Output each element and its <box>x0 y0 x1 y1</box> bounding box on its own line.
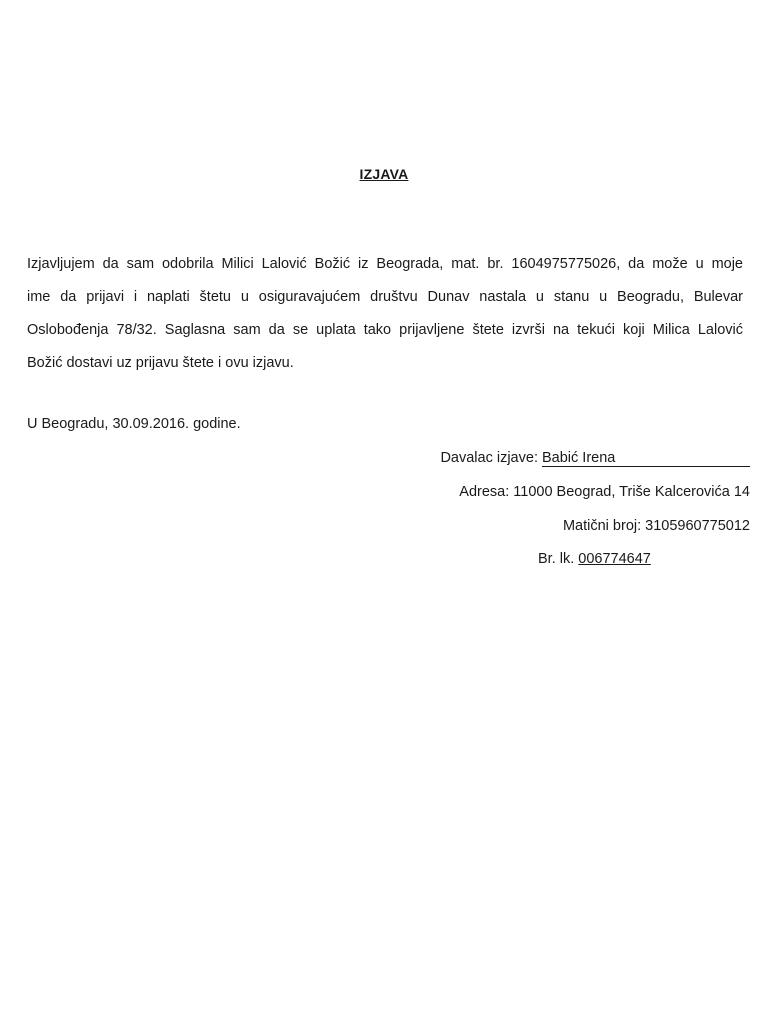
signatory-name: Babić Irena <box>542 451 750 467</box>
statement-paragraph <box>27 248 743 380</box>
paragraph-line: Božić dostavi uz prijavu štete i ovu izjavu. <box>27 355 294 371</box>
signatory-lk-row <box>538 551 651 567</box>
signatory-row <box>440 450 750 467</box>
paragraph-line: Oslobođenja 78/32. Saglasna sam da se uplata tako prijavljene štete izvrši na tekući koji Milica Lalović <box>27 322 743 338</box>
lk-label: Br. lk. <box>538 551 575 567</box>
lk-number: 006774647 <box>578 551 651 567</box>
place-and-date: U Beogradu, 30.09.2016. godine. <box>27 416 241 432</box>
paragraph-line: Izjavljujem da sam odobrila Milici Lalović Božić iz Beograda, mat. br. 1604975775026, da može u moje <box>27 256 743 272</box>
paragraph-line: ime da prijavi i naplati štetu u osiguravajućem društvu Dunav nastala u stanu u Beogradu, Bulevar <box>27 289 743 305</box>
signatory-id-number: Matični broj: 3105960775012 <box>562 518 750 534</box>
signatory-label: Davalac izjave: <box>440 450 538 466</box>
signatory-address: Adresa: 11000 Beograd, Triše Kalcerovića 14 <box>459 484 750 500</box>
document-title: IZJAVA <box>359 166 409 182</box>
